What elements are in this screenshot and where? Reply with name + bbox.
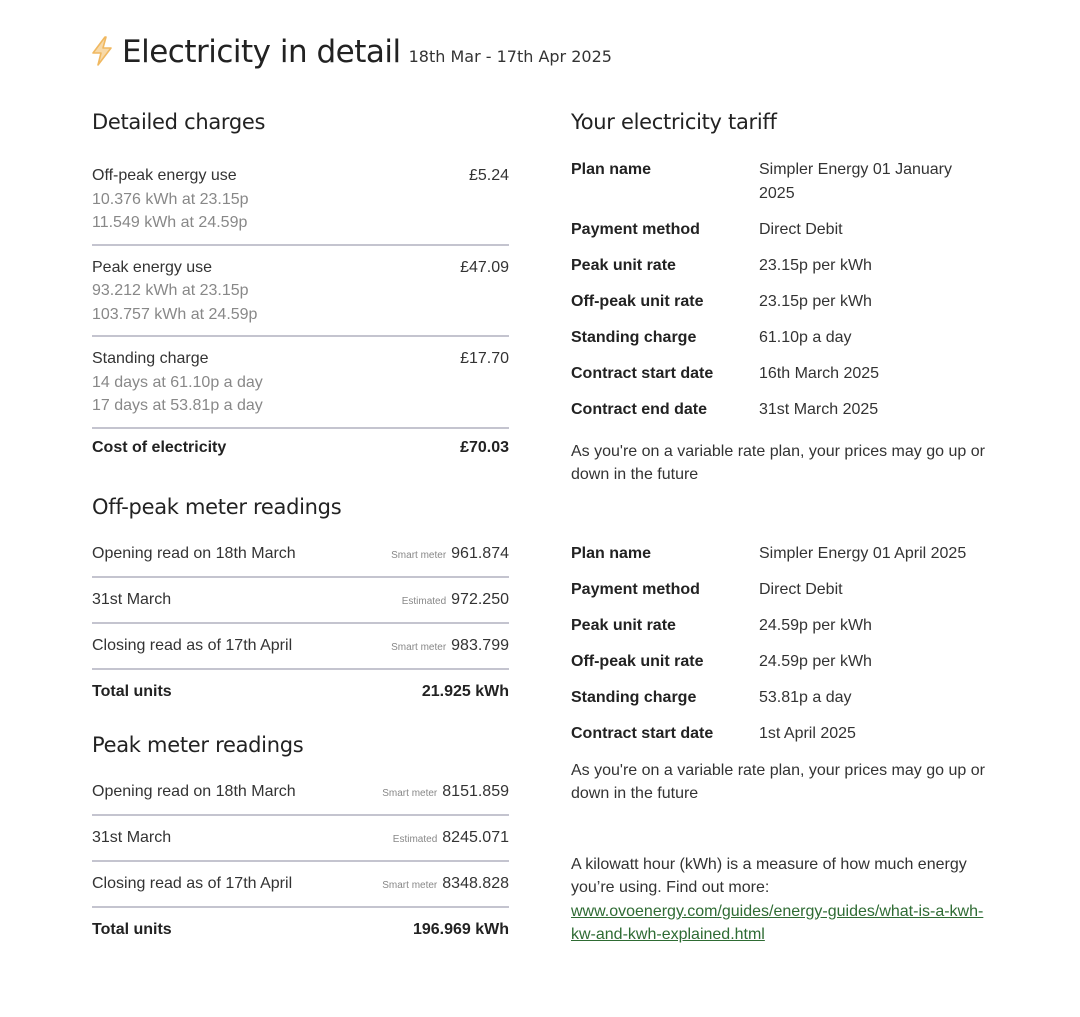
- reading-value: 8151.859: [442, 782, 509, 800]
- tariff-value: 1st April 2025: [759, 724, 856, 742]
- kwh-info-text: A kilowatt hour (kWh) is a measure of how much energy you’re using. Find out more:: [571, 855, 967, 896]
- tariff-key: Plan name: [571, 161, 652, 178]
- reading-value-group: [382, 770, 509, 816]
- tariff-plan-2: [571, 542, 991, 746]
- reading-value-group: [391, 532, 509, 578]
- peak-readings-heading: Peak meter readings: [92, 732, 304, 757]
- kwh-info: [571, 853, 991, 947]
- cost-total-amount: £70.03: [460, 438, 509, 456]
- reading-value: 983.799: [451, 636, 509, 654]
- reading-value: 961.874: [451, 544, 509, 562]
- tariff-row: [571, 362, 991, 386]
- tariff-row: [571, 398, 991, 422]
- peak-total-value: 196.969 kWh: [412, 920, 509, 938]
- tariff-value: 16th March 2025: [759, 364, 880, 382]
- charge-row: [92, 337, 509, 429]
- reading-type: Estimated: [401, 595, 447, 607]
- cost-total-label: Cost of electricity: [92, 438, 227, 456]
- reading-row: [92, 862, 509, 908]
- charge-label: Standing charge: [92, 350, 209, 367]
- billing-period: 18th Mar - 17th Apr 2025: [408, 47, 612, 66]
- charge-row: [92, 246, 509, 338]
- kwh-guide-link[interactable]: www.ovoenergy.com/guides/energy-guides/what-is-a-kwh-kw-and-kwh-explained.html: [571, 902, 984, 943]
- charge-detail: 11.549 kWh at 24.59p: [92, 214, 248, 231]
- charge-detail: 93.212 kWh at 23.15p: [92, 282, 249, 299]
- charge-info: [92, 256, 257, 327]
- tariff-value: Direct Debit: [759, 580, 843, 598]
- tariff-key: Payment method: [571, 220, 700, 238]
- tariff-key: Standing charge: [571, 688, 697, 706]
- tariff-key: Standing charge: [571, 328, 697, 346]
- tariff-row: [571, 722, 991, 746]
- tariff-value: 24.59p per kWh: [759, 616, 872, 634]
- reading-value: 972.250: [451, 590, 509, 608]
- tariff-key: Contract start date: [571, 724, 714, 742]
- tariff-row: [571, 542, 991, 566]
- charge-info: [92, 164, 249, 235]
- tariff-value: 31st March 2025: [759, 400, 879, 418]
- reading-label: Closing read as of 17th April: [92, 874, 293, 892]
- charge-detail: 10.376 kWh at 23.15p: [92, 190, 249, 208]
- reading-type: Smart meter: [382, 787, 438, 799]
- offpeak-readings-heading: Off-peak meter readings: [92, 494, 342, 519]
- tariff-value: 24.59p per kWh: [759, 652, 872, 670]
- tariff-row: [571, 254, 991, 278]
- reading-label: 31st March: [92, 590, 172, 608]
- offpeak-readings-list: [92, 532, 509, 670]
- tariff-value: 23.15p per kWh: [759, 256, 872, 274]
- tariff-row: [571, 290, 991, 314]
- tariff-value: 23.15p per kWh: [759, 292, 872, 310]
- tariff-row: [571, 650, 991, 674]
- charges-list: [92, 154, 509, 429]
- charge-amount: £5.24: [468, 167, 509, 184]
- reading-value-group: [391, 624, 509, 670]
- charge-amount: £17.70: [460, 350, 509, 367]
- offpeak-total-value: 21.925 kWh: [421, 682, 509, 700]
- tariff-key: Peak unit rate: [571, 256, 676, 274]
- reading-type: Estimated: [392, 833, 438, 845]
- tariff-value: Simpler Energy 01 January 2025: [759, 161, 952, 202]
- reading-row: [92, 770, 509, 816]
- page-title: Electricity in detail: [122, 34, 401, 70]
- tariff-plan-1: [571, 158, 991, 421]
- page-header: [90, 32, 612, 70]
- reading-value: 8245.071: [442, 828, 509, 846]
- offpeak-total-row: [92, 670, 509, 714]
- tariff-heading: Your electricity tariff: [571, 110, 777, 134]
- reading-row: [92, 624, 509, 670]
- reading-row: [92, 532, 509, 578]
- reading-value-group: [393, 816, 509, 862]
- tariff-row: [571, 326, 991, 350]
- variable-rate-note-2: As you're on a variable rate plan, your prices may go up or down in the future: [571, 761, 985, 802]
- reading-type: Smart meter: [391, 549, 447, 561]
- tariff-key: Contract end date: [571, 400, 708, 418]
- tariff-value: Direct Debit: [759, 220, 843, 238]
- reading-value: 8348.828: [442, 874, 509, 892]
- peak-total-row: [92, 908, 509, 952]
- charge-label: Peak energy use: [92, 258, 213, 276]
- tariff-row: [571, 578, 991, 602]
- variable-rate-note-1: As you're on a variable rate plan, your prices may go up or down in the future: [571, 442, 985, 483]
- reading-type: Smart meter: [391, 641, 447, 653]
- peak-readings-list: [92, 770, 509, 908]
- detailed-charges-heading: Detailed charges: [92, 110, 266, 134]
- reading-label: Opening read on 18th March: [92, 782, 296, 800]
- left-column: [92, 110, 509, 952]
- reading-row: [92, 816, 509, 862]
- charge-row: [92, 154, 509, 246]
- peak-total-label: Total units: [92, 920, 172, 938]
- reading-value-group: [382, 862, 509, 908]
- tariff-row: [571, 158, 991, 205]
- offpeak-total-label: Total units: [92, 682, 172, 700]
- right-column: [571, 110, 991, 947]
- cost-total-row: [92, 429, 509, 457]
- tariff-key: Payment method: [571, 580, 700, 598]
- tariff-key: Plan name: [571, 544, 652, 562]
- tariff-key: Contract start date: [571, 364, 714, 382]
- tariff-value: 61.10p a day: [759, 328, 852, 346]
- charge-amount: £47.09: [460, 258, 509, 276]
- reading-label: 31st March: [92, 828, 172, 846]
- tariff-row: [571, 614, 991, 638]
- charge-detail: 17 days at 53.81p a day: [92, 397, 263, 414]
- reading-type: Smart meter: [382, 879, 438, 891]
- tariff-key: Off-peak unit rate: [571, 652, 704, 670]
- charge-label: Off-peak energy use: [92, 167, 237, 184]
- reading-label: Opening read on 18th March: [92, 544, 296, 562]
- charge-detail: 14 days at 61.10p a day: [92, 373, 263, 391]
- tariff-value: Simpler Energy 01 April 2025: [759, 544, 967, 562]
- tariff-value: 53.81p a day: [759, 688, 852, 706]
- tariff-row: [571, 686, 991, 710]
- tariff-key: Peak unit rate: [571, 616, 676, 634]
- tariff-key: Off-peak unit rate: [571, 292, 704, 310]
- reading-label: Closing read as of 17th April: [92, 636, 293, 654]
- lightning-bolt-icon: [90, 36, 114, 66]
- tariff-row: [571, 218, 991, 242]
- charge-info: [92, 347, 263, 418]
- charge-detail: 103.757 kWh at 24.59p: [92, 305, 258, 323]
- reading-row: [92, 578, 509, 624]
- reading-value-group: [402, 578, 509, 624]
